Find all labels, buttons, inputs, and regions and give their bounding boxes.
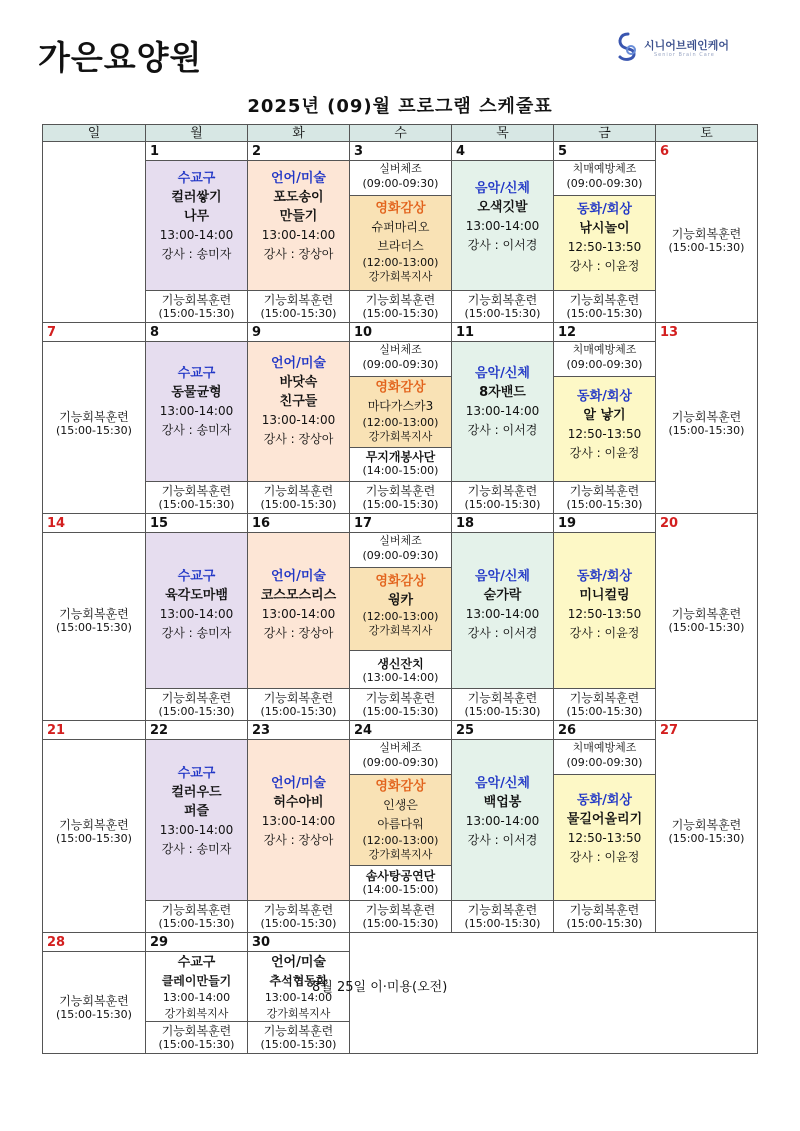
date-number: 5 xyxy=(554,142,655,161)
program-category: 언어/미술 xyxy=(271,569,326,584)
date-number: 15 xyxy=(146,514,247,533)
program-teacher: 강사 : 이윤정 xyxy=(569,850,640,864)
morning-exercise: 실버체조 (09:00-09:30) xyxy=(362,741,439,769)
program-time: 13:00-14:00 xyxy=(465,404,540,418)
date-number: 13 xyxy=(660,325,679,340)
program-time: 12:50-13:50 xyxy=(567,240,642,254)
header-wed: 수 xyxy=(349,124,452,142)
date-number: 29 xyxy=(146,933,247,952)
day-cell xyxy=(42,932,146,1054)
notice-text: 8월 25일 이·미용(오전) xyxy=(312,980,448,995)
day-cell xyxy=(349,141,452,323)
program-block xyxy=(146,161,247,291)
facility-name: 가은요양원 xyxy=(38,38,203,77)
program-name: 포도송이 xyxy=(273,190,324,205)
rehab-session: 기능회복훈련 (15:00-15:30) xyxy=(452,481,553,513)
program-time: 13:00-14:00 xyxy=(261,228,336,242)
date-number: 16 xyxy=(248,514,349,533)
program-name: 친구들 xyxy=(279,394,318,409)
program-category: 동화/회상 xyxy=(577,569,632,584)
program-block xyxy=(350,195,451,291)
date-number: 26 xyxy=(554,721,655,740)
program-teacher: 강가회복지사 xyxy=(368,430,433,443)
program-teacher: 강사 : 장상아 xyxy=(263,833,334,847)
program-name: 오색깃발 xyxy=(477,200,528,215)
program-name: 바닷속 xyxy=(279,375,318,390)
program-name: 추석협동화 xyxy=(269,974,328,988)
day-cell xyxy=(553,322,656,514)
program-time: 13:00-14:00 xyxy=(261,607,336,621)
program-name: 알 낳기 xyxy=(583,408,626,423)
rehab-session: 기능회복훈련 (15:00-15:30) xyxy=(668,607,745,634)
program-block xyxy=(554,533,655,689)
logo-brand: 시니어브레인케어 xyxy=(644,39,730,52)
rehab-session: 기능회복훈련 (15:00-15:30) xyxy=(146,900,247,932)
special-event: 생신잔치 (13:00-14:00) xyxy=(362,657,439,684)
day-cell xyxy=(145,513,248,721)
program-name: 컬러쌓기 xyxy=(171,190,222,205)
rehab-session: 기능회복훈련 (15:00-15:30) xyxy=(554,688,655,720)
day-cell xyxy=(451,720,554,933)
date-number: 17 xyxy=(350,514,451,533)
program-time: (12:00-13:00) xyxy=(362,416,439,429)
day-cell xyxy=(349,513,452,721)
program-name: 육각도마뱀 xyxy=(165,588,228,603)
program-category: 수교구 xyxy=(177,171,216,186)
rehab-session: 기능회복훈련 (15:00-15:30) xyxy=(350,290,451,322)
date-number: 25 xyxy=(452,721,553,740)
rehab-session: 기능회복훈련 (15:00-15:30) xyxy=(146,1021,247,1053)
day-cell xyxy=(655,513,758,721)
day-cell xyxy=(655,322,758,514)
day-cell xyxy=(145,932,248,1054)
rehab-session: 기능회복훈련 (15:00-15:30) xyxy=(452,688,553,720)
program-teacher: 강가회복지사 xyxy=(368,848,433,861)
day-cell xyxy=(655,720,758,933)
day-cell xyxy=(451,322,554,514)
program-category: 동화/회상 xyxy=(577,389,632,404)
program-teacher: 강사 : 이서경 xyxy=(467,423,538,437)
header-fri: 금 xyxy=(553,124,656,142)
program-time: 13:00-14:00 xyxy=(465,607,540,621)
day-cell xyxy=(451,513,554,721)
program-time: 13:00-14:00 xyxy=(261,413,336,427)
date-number: 10 xyxy=(350,323,451,342)
program-time: 13:00-14:00 xyxy=(465,219,540,233)
program-category: 영화감상 xyxy=(375,574,426,589)
program-block xyxy=(248,533,349,689)
program-teacher: 강가회복지사 xyxy=(266,1007,331,1020)
logo-sub: Senior Brain Care xyxy=(654,52,715,58)
program-category: 영화감상 xyxy=(375,779,426,794)
rehab-session: 기능회복훈련 (15:00-15:30) xyxy=(350,900,451,932)
morning-exercise: 치매예방체조 (09:00-09:30) xyxy=(566,741,643,769)
rehab-session: 기능회복훈련 (15:00-15:30) xyxy=(56,607,132,634)
date-number: 28 xyxy=(43,933,145,952)
program-category: 수교구 xyxy=(177,366,216,381)
rehab-session: 기능회복훈련 (15:00-15:30) xyxy=(668,818,745,845)
program-teacher: 강사 : 장상아 xyxy=(263,432,334,446)
morning-exercise: 실버체조 (09:00-09:30) xyxy=(362,343,439,371)
date-number: 7 xyxy=(43,323,145,342)
program-name: 퍼즐 xyxy=(183,804,210,819)
program-category: 언어/미술 xyxy=(271,955,326,970)
program-block xyxy=(452,740,553,901)
header-thu: 목 xyxy=(451,124,554,142)
rehab-session: 기능회복훈련 (15:00-15:30) xyxy=(248,688,349,720)
program-category: 언어/미술 xyxy=(271,171,326,186)
day-cell xyxy=(451,141,554,323)
day-cell xyxy=(349,322,452,514)
program-teacher: 강가회복지사 xyxy=(164,1007,229,1020)
program-time: 13:00-14:00 xyxy=(159,823,234,837)
rehab-session: 기능회복훈련 (15:00-15:30) xyxy=(146,481,247,513)
date-number: 20 xyxy=(660,516,679,531)
program-teacher: 강가회복지사 xyxy=(368,624,433,637)
program-teacher: 강사 : 송미자 xyxy=(161,423,232,437)
logo xyxy=(612,30,762,66)
program-name: 물길어올리기 xyxy=(566,812,643,827)
date-number: 2 xyxy=(248,142,349,161)
program-block xyxy=(554,376,655,482)
program-category: 음악/신체 xyxy=(475,366,530,381)
program-time: 13:00-14:00 xyxy=(159,228,234,242)
program-time: 12:50-13:50 xyxy=(567,831,642,845)
program-block xyxy=(146,342,247,482)
day-cell xyxy=(553,513,656,721)
program-name: 클레이만들기 xyxy=(161,974,232,988)
program-name: 허수아비 xyxy=(273,795,324,810)
rehab-session: 기능회복훈련 (15:00-15:30) xyxy=(554,481,655,513)
special-event: 무지개봉사단 (14:00-15:00) xyxy=(362,450,439,477)
program-name: 마다가스카3 xyxy=(367,399,434,413)
program-time: (12:00-13:00) xyxy=(362,256,439,269)
rehab-session: 기능회복훈련 (15:00-15:30) xyxy=(248,1021,349,1053)
day-cell xyxy=(145,720,248,933)
rehab-session: 기능회복훈련 (15:00-15:30) xyxy=(452,900,553,932)
day-cell xyxy=(42,513,146,721)
special-event: 솜사탕공연단 (14:00-15:00) xyxy=(362,869,439,896)
program-name: 미니컬링 xyxy=(579,588,630,603)
program-category: 음악/신체 xyxy=(475,776,530,791)
header-sat: 토 xyxy=(655,124,758,142)
program-block xyxy=(350,567,451,651)
program-block xyxy=(452,161,553,291)
rehab-session: 기능회복훈련 (15:00-15:30) xyxy=(146,688,247,720)
schedule-grid xyxy=(42,124,758,1054)
program-teacher: 강가회복지사 xyxy=(368,270,433,283)
program-block xyxy=(248,740,349,901)
rehab-session: 기능회복훈련 (15:00-15:30) xyxy=(554,290,655,322)
program-name: 코스모스리스 xyxy=(260,588,337,603)
program-name: 슈퍼마리오 xyxy=(371,220,430,234)
header-tue: 화 xyxy=(247,124,350,142)
program-block xyxy=(452,533,553,689)
program-teacher: 강사 : 이윤정 xyxy=(569,446,640,460)
date-number: 21 xyxy=(43,721,145,740)
date-number: 14 xyxy=(43,514,145,533)
day-cell xyxy=(145,322,248,514)
morning-exercise: 치매예방체조 (09:00-09:30) xyxy=(566,162,643,190)
date-number: 27 xyxy=(660,723,679,738)
morning-exercise: 실버체조 (09:00-09:30) xyxy=(362,534,439,562)
morning-exercise: 실버체조 (09:00-09:30) xyxy=(362,162,439,190)
rehab-session: 기능회복훈련 (15:00-15:30) xyxy=(56,994,132,1021)
date-number: 18 xyxy=(452,514,553,533)
rehab-session: 기능회복훈련 (15:00-15:30) xyxy=(350,688,451,720)
program-time: 13:00-14:00 xyxy=(261,814,336,828)
program-teacher: 강사 : 송미자 xyxy=(161,626,232,640)
program-block xyxy=(554,195,655,291)
program-time: (12:00-13:00) xyxy=(362,834,439,847)
date-number: 6 xyxy=(660,144,670,159)
day-cell xyxy=(247,322,350,514)
day-cell xyxy=(655,141,758,323)
rehab-session: 기능회복훈련 (15:00-15:30) xyxy=(668,227,745,254)
rehab-session: 기능회복훈련 (15:00-15:30) xyxy=(248,290,349,322)
brain-care-logo-icon xyxy=(612,30,644,64)
program-category: 수교구 xyxy=(177,955,216,970)
date-number: 3 xyxy=(350,142,451,161)
program-block xyxy=(146,533,247,689)
program-name: 만들기 xyxy=(279,209,318,224)
program-time: 12:50-13:50 xyxy=(567,607,642,621)
program-teacher: 강사 : 이서경 xyxy=(467,833,538,847)
morning-exercise: 치매예방체조 (09:00-09:30) xyxy=(566,343,643,371)
program-name: 웡카 xyxy=(387,593,414,608)
day-cell xyxy=(42,322,146,514)
date-number: 24 xyxy=(350,721,451,740)
program-teacher: 강사 : 송미자 xyxy=(161,842,232,856)
rehab-session: 기능회복훈련 (15:00-15:30) xyxy=(350,481,451,513)
program-teacher: 강사 : 장상아 xyxy=(263,626,334,640)
program-name: 컬러우드 xyxy=(171,785,222,800)
day-cell xyxy=(349,720,452,933)
program-name: 인생은 xyxy=(383,798,418,812)
program-category: 영화감상 xyxy=(375,380,426,395)
program-name: 낚시놀이 xyxy=(579,221,630,236)
program-time: 13:00-14:00 xyxy=(159,607,234,621)
program-category: 언어/미술 xyxy=(271,776,326,791)
header-mon: 월 xyxy=(145,124,248,142)
program-block xyxy=(350,376,451,448)
program-name: 백업봉 xyxy=(483,795,522,810)
program-time: 13:00-14:00 xyxy=(264,991,333,1004)
program-block xyxy=(350,774,451,866)
rehab-session: 기능회복훈련 (15:00-15:30) xyxy=(554,900,655,932)
program-category: 음악/신체 xyxy=(475,181,530,196)
date-number: 9 xyxy=(248,323,349,342)
program-category: 동화/회상 xyxy=(577,793,632,808)
date-number: 19 xyxy=(554,514,655,533)
date-number: 22 xyxy=(146,721,247,740)
program-teacher: 강사 : 이서경 xyxy=(467,626,538,640)
program-name: 동물균형 xyxy=(171,385,222,400)
program-name: 8자밴드 xyxy=(479,385,526,400)
program-time: 12:50-13:50 xyxy=(567,427,642,441)
rehab-session: 기능회복훈련 (15:00-15:30) xyxy=(452,290,553,322)
program-name: 브라더스 xyxy=(377,239,424,253)
program-name: 아름다워 xyxy=(377,817,424,831)
day-cell xyxy=(247,720,350,933)
program-block xyxy=(452,342,553,482)
rehab-session: 기능회복훈련 (15:00-15:30) xyxy=(248,900,349,932)
rehab-session: 기능회복훈련 (15:00-15:30) xyxy=(146,290,247,322)
day-cell xyxy=(42,141,146,323)
program-block xyxy=(248,342,349,482)
program-block xyxy=(248,161,349,291)
date-number: 11 xyxy=(452,323,553,342)
date-number: 30 xyxy=(248,933,349,952)
program-block xyxy=(146,952,247,1023)
date-number: 4 xyxy=(452,142,553,161)
program-teacher: 강사 : 송미자 xyxy=(161,247,232,261)
date-number: 23 xyxy=(248,721,349,740)
program-category: 동화/회상 xyxy=(577,202,632,217)
program-block xyxy=(554,774,655,901)
day-cell xyxy=(145,141,248,323)
program-name: 숟가락 xyxy=(483,588,522,603)
program-time: (12:00-13:00) xyxy=(362,610,439,623)
program-teacher: 강사 : 이서경 xyxy=(467,238,538,252)
day-cell xyxy=(553,141,656,323)
program-teacher: 강사 : 장상아 xyxy=(263,247,334,261)
program-block xyxy=(146,740,247,901)
program-category: 음악/신체 xyxy=(475,569,530,584)
program-teacher: 강사 : 이윤정 xyxy=(569,259,640,273)
day-cell xyxy=(42,720,146,933)
program-time: 13:00-14:00 xyxy=(162,991,231,1004)
rehab-session: 기능회복훈련 (15:00-15:30) xyxy=(248,481,349,513)
day-cell xyxy=(247,141,350,323)
program-category: 수교구 xyxy=(177,766,216,781)
program-category: 영화감상 xyxy=(375,201,426,216)
rehab-session: 기능회복훈련 (15:00-15:30) xyxy=(56,818,132,845)
date-number: 12 xyxy=(554,323,655,342)
program-teacher: 강사 : 이윤정 xyxy=(569,626,640,640)
day-cell xyxy=(553,720,656,933)
rehab-session: 기능회복훈련 (15:00-15:30) xyxy=(668,410,745,437)
date-number: 1 xyxy=(146,142,247,161)
program-time: 13:00-14:00 xyxy=(159,404,234,418)
rehab-session: 기능회복훈련 (15:00-15:30) xyxy=(56,410,132,437)
program-time: 13:00-14:00 xyxy=(465,814,540,828)
program-category: 언어/미술 xyxy=(271,356,326,371)
program-category: 수교구 xyxy=(177,569,216,584)
schedule-title: 2025년 (09)월 프로그램 스케줄표 xyxy=(247,96,553,117)
date-number: 8 xyxy=(146,323,247,342)
day-cell xyxy=(247,513,350,721)
program-name: 나무 xyxy=(183,209,210,224)
header-sun: 일 xyxy=(42,124,146,142)
